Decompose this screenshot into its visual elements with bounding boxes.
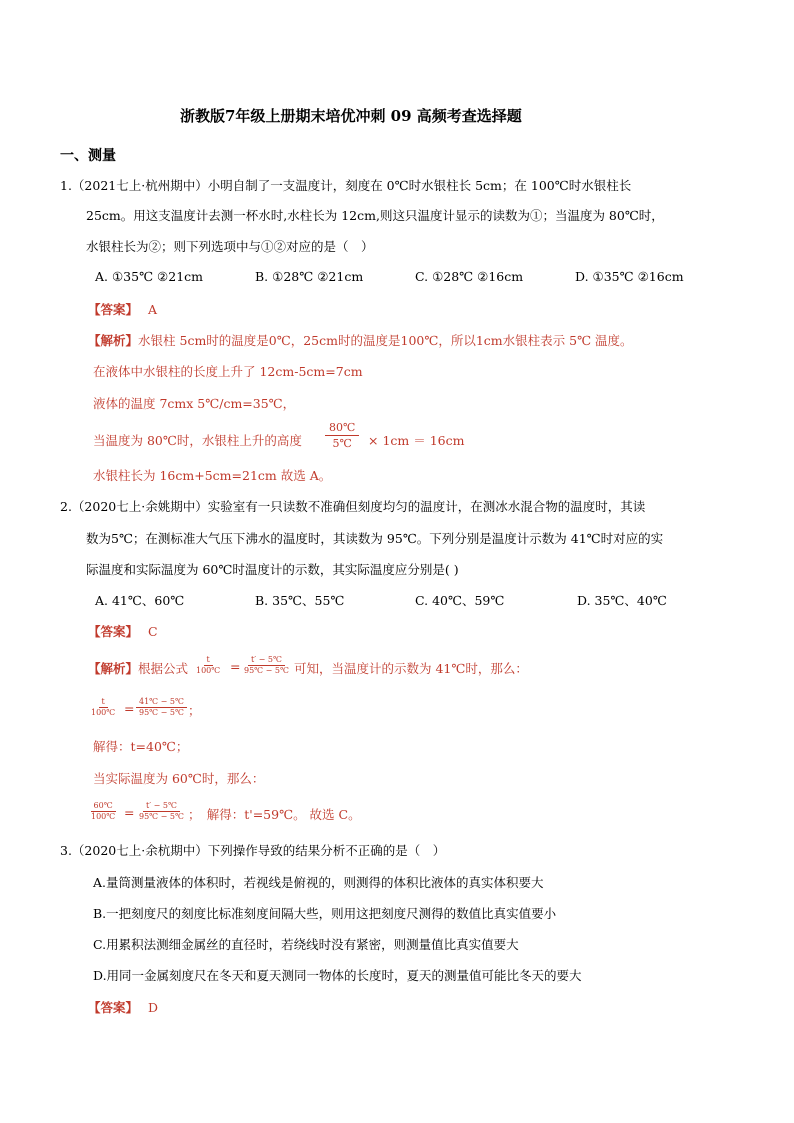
fraction-denominator: 100℃ [91,812,116,821]
fraction-denominator: 95℃ − 5℃ [139,812,184,821]
fraction-denominator: 5℃ [332,437,352,450]
fraction [325,420,359,451]
question-text: 水银柱长为②；则下列选项中与①②对应的是（ ） [86,239,374,254]
fraction [136,801,187,822]
question-text: 际温度和实际温度为 60℃时温度计的示数，其实际温度应分别是( ) [86,562,459,577]
fraction [193,655,223,676]
explanation-text: ； 解得：t'=59℃。 故选 C。 [188,807,361,822]
fraction-numerator: t′ − 5℃ [143,801,180,812]
explanation-text: 水银柱长为 16cm+5cm=21cm 故选 A。 [93,468,332,483]
option-c: C. 40℃、59℃ [415,593,505,608]
explanation-text: 在液体中水银柱的长度上升了 12cm-5cm=7cm [93,364,363,379]
option-b: B. 35℃、55℃ [255,593,345,608]
explanation-text: 根据公式 [138,661,189,676]
fraction-numerator: t′ − 5℃ [248,655,285,666]
explanation-text: 当温度为 80℃时，水银柱上升的高度 [93,433,302,448]
answer-row [88,622,158,640]
question-text: 25cm。用这支温度计去测一杯水时,水柱长为 12cm,则这只温度计显示的读数为①；当温度为 80℃时， [86,208,664,223]
option-a: A. 41℃、60℃ [95,593,185,608]
fraction-numerator: t [204,655,213,666]
explanation-label: 【解析】 [88,661,139,676]
fraction-numerator: 80℃ [325,420,359,436]
explanation-text: 水银柱 5cm时的温度是0℃，25cm时的温度是100℃，所以1cm水银柱表示 5℃ 温度。 [138,333,633,348]
fraction-numerator: 41℃ − 5℃ [136,697,187,708]
explanation-line [88,331,633,349]
fraction-denominator: 95℃ − 5℃ [244,666,289,675]
option-a: A. ①35℃ ②21cm [95,269,204,284]
equals-sign: = [124,805,135,820]
fraction [88,801,118,822]
fraction-denominator: 100℃ [91,708,116,717]
option-b: B.一把刻度尺的刻度比标准刻度间隔大些，则用这把刻度尺测得的数值比真实值要小 [93,906,557,921]
explanation-text: 解得：t=40℃； [93,739,189,754]
option-c: C. ①28℃ ②16cm [415,269,524,284]
option-b: B. ①28℃ ②21cm [255,269,364,284]
explanation-text: × 1cm ＝ 16cm [368,433,465,448]
option-d: D. ①35℃ ②16cm [575,269,684,284]
answer-value: D [148,1000,159,1015]
answer-label: 【答案】 [88,624,139,639]
question-text: 数为5℃；在测标准大气压下沸水的温度时，其读数为 95℃。下列分别是温度计示数为 41℃时对应的实 [86,531,664,546]
explanation-text: 当实际温度为 60℃时，那么： [93,771,265,786]
fraction [136,697,187,718]
question-text: 3.（2020七上·余杭期中）下列操作导致的结果分析不正确的是（ ） [60,843,446,858]
explanation-text: 液体的温度 7cmx 5℃/cm=35℃， [93,396,296,411]
explanation-text: 可知，当温度计的示数为 41℃时，那么： [294,661,528,676]
fraction-denominator: 100℃ [196,666,221,675]
answer-row [88,300,157,318]
fraction-numerator: t [99,697,108,708]
question-text: 1.（2021七上·杭州期中）小明自制了一支温度计，刻度在 0℃时水银柱长 5cm；在 100℃时水银柱长 [60,178,632,193]
option-c: C.用累积法测细金属丝的直径时，若绕线时没有紧密，则测量值比真实值要大 [93,937,519,952]
answer-value: A [148,302,158,317]
fraction-denominator: 95℃ − 5℃ [139,708,184,717]
option-a: A.量筒测量液体的体积时，若视线是俯视的，则测得的体积比液体的真实体积要大 [93,875,544,890]
explanation-label: 【解析】 [88,333,139,348]
fraction [88,697,118,718]
answer-label: 【答案】 [88,1000,139,1015]
equals-sign: = [230,659,241,674]
option-d: D. 35℃、40℃ [577,593,667,608]
answer-row [88,998,158,1016]
answer-label: 【答案】 [88,302,139,317]
explanation-text: ； [188,703,201,718]
page-title: 浙教版7年级上册期末培优冲刺 09 高频考查选择题 [180,107,522,125]
equals-sign: = [124,701,135,716]
fraction-numerator: 60℃ [91,801,116,812]
section-heading: 一、测量 [60,148,116,164]
option-d: D.用同一金属刻度尺在冬天和夏天测同一物体的长度时，夏天的测量值可能比冬天的要大 [93,968,582,983]
explanation-line [88,659,188,677]
answer-value: C [148,624,158,639]
fraction [241,655,292,676]
question-text: 2.（2020七上·余姚期中）实验室有一只读数不准确但刻度均匀的温度计，在测冰水混合物的温度时，其读 [60,499,646,514]
